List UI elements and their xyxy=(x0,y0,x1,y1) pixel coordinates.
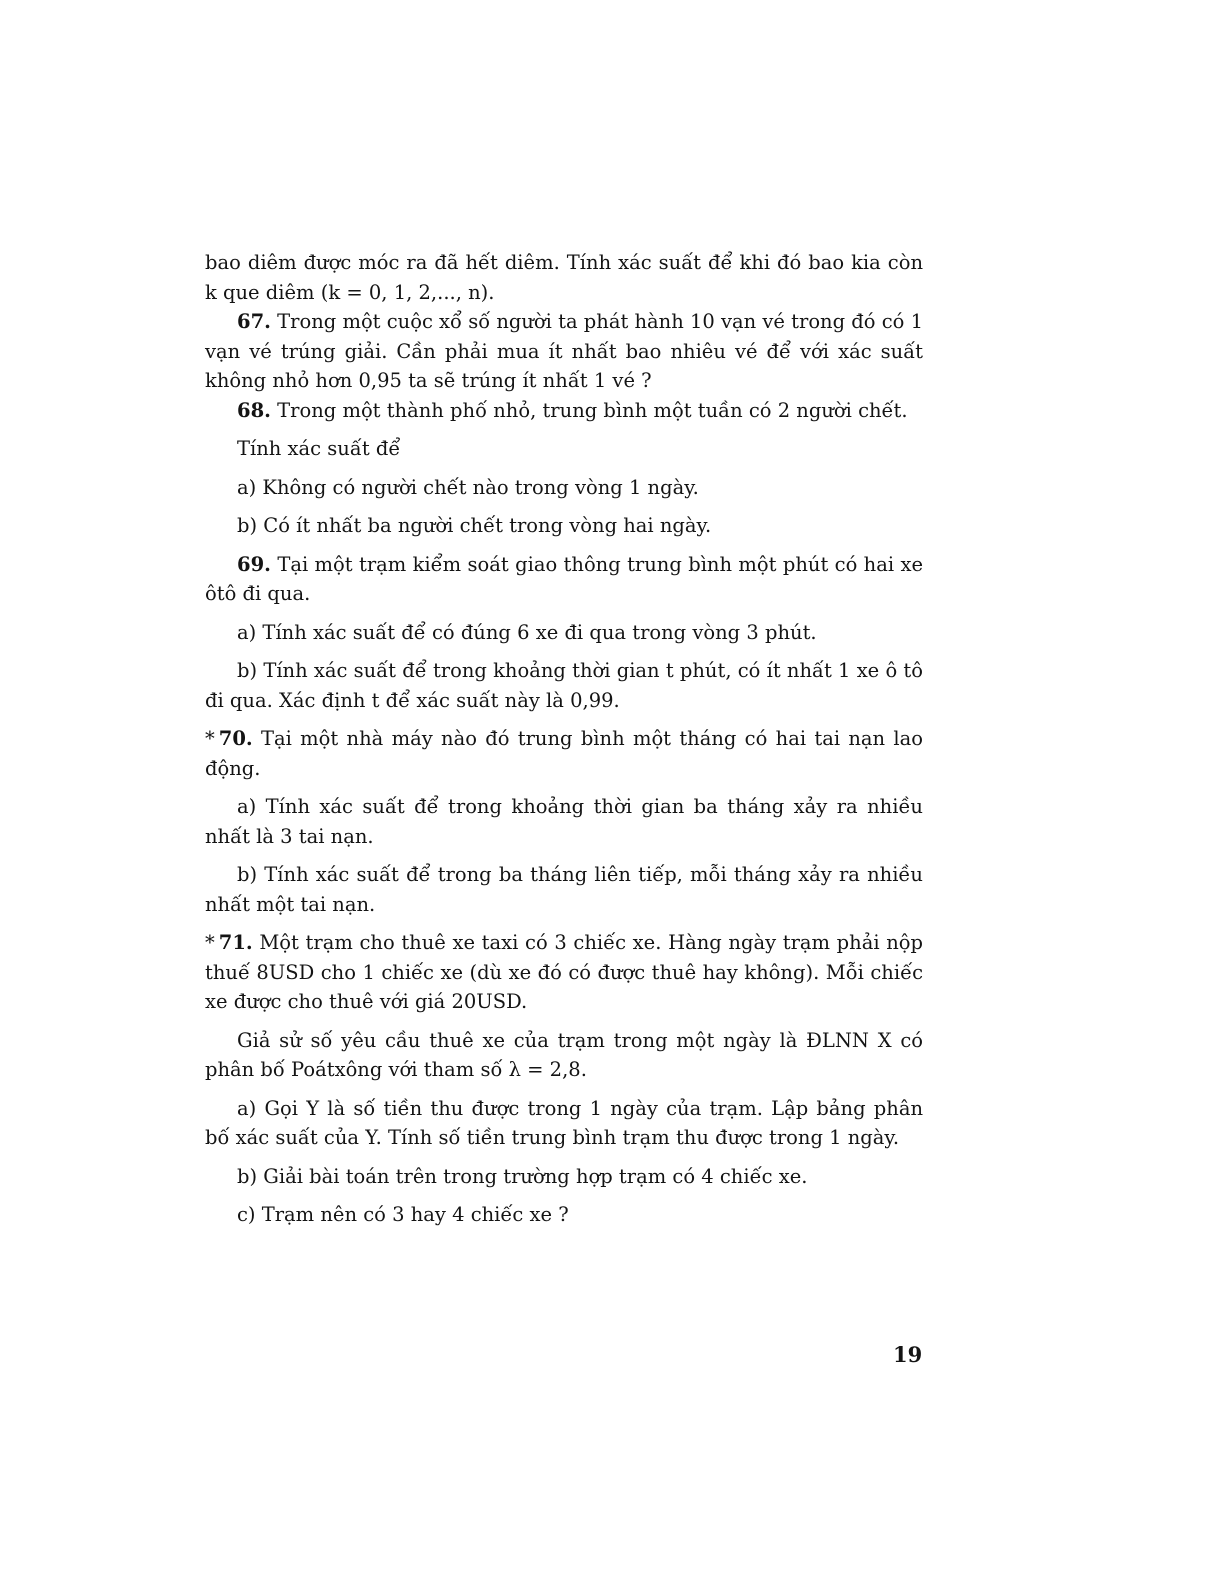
page-number: 19 xyxy=(893,1342,923,1367)
problem-69-part-b: b) Tính xác suất để trong khoảng thời gian t phút, có ít nhất 1 xe ô tô đi qua. Xác định t để xác suất này là 0,99. xyxy=(205,659,923,712)
problem-69-part-a: a) Tính xác suất để có đúng 6 xe đi qua trong vòng 3 phút. xyxy=(237,620,817,644)
problem-71-part-a: a) Gọi Y là số tiền thu được trong 1 ngày của trạm. Lập bảng phân bố xác suất của Y. Tính số tiền trung bình trạm thu được trong 1 ngày. xyxy=(205,1096,923,1149)
asterisk-mark: * xyxy=(205,931,215,954)
asterisk-mark: * xyxy=(205,727,215,750)
problem-68-part-b: b) Có ít nhất ba người chết trong vòng hai ngày. xyxy=(237,514,712,537)
problem-number: 70. xyxy=(218,727,253,750)
problem-67: 67. Trong một cuộc xổ số người ta phát hành 10 vạn vé trong đó có 1 vạn vé trúng giải. Cần phải mua ít nhất bao nhiêu vé để với xác suất không nhỏ hơn 0,95 ta sẽ trúng ít nhất 1 vé ? xyxy=(205,310,923,392)
problem-69: 69. Tại một trạm kiểm soát giao thông trung bình một phút có hai xe ôtô đi qua. xyxy=(205,552,923,605)
problem-68-prompt: Tính xác suất để xyxy=(237,437,401,460)
problem-number: 68. xyxy=(237,398,271,422)
problem-70-part-a: a) Tính xác suất để trong khoảng thời gian ba tháng xảy ra nhiều nhất là 3 tai nạn. xyxy=(205,795,923,848)
problem-71-part-c: c) Trạm nên có 3 hay 4 chiếc xe ? xyxy=(237,1203,569,1226)
problem-number: 71. xyxy=(218,931,253,954)
problem-number: 67. xyxy=(237,310,271,333)
problem-68-part-a: a) Không có người chết nào trong vòng 1 ngày. xyxy=(237,475,699,499)
problem-71-assumption: Giả sử số yêu cầu thuê xe của trạm trong một ngày là ĐLNN X có phân bố Poátxông với tham số λ = 2,8. xyxy=(205,1028,923,1081)
problem-number: 69. xyxy=(237,552,271,576)
problem-71: * 71. Một trạm cho thuê xe taxi có 3 chiếc xe. Hàng ngày trạm phải nộp thuế 8USD cho 1 chiếc xe (dù xe đó có được thuê hay không). Mỗi chiếc xe được cho thuê với giá 20USD. xyxy=(205,931,923,1013)
problem-70-part-b: b) Tính xác suất để trong ba tháng liên tiếp, mỗi tháng xảy ra nhiều nhất một tai nạn. xyxy=(205,863,923,916)
problem-70: * 70. Tại một nhà máy nào đó trung bình một tháng có hai tai nạn lao động. xyxy=(205,727,924,780)
problem-68: 68. Trong một thành phố nhỏ, trung bình một tuần có 2 người chết. xyxy=(237,398,908,422)
page-body xyxy=(205,248,923,1230)
problem-71-part-b: b) Giải bài toán trên trong trường hợp trạm có 4 chiếc xe. xyxy=(237,1164,808,1188)
paragraph-continuation: bao diêm được móc ra đã hết diêm. Tính xác suất để khi đó bao kia còn k que diêm (k = 0, 1, 2,..., n). xyxy=(205,251,923,304)
